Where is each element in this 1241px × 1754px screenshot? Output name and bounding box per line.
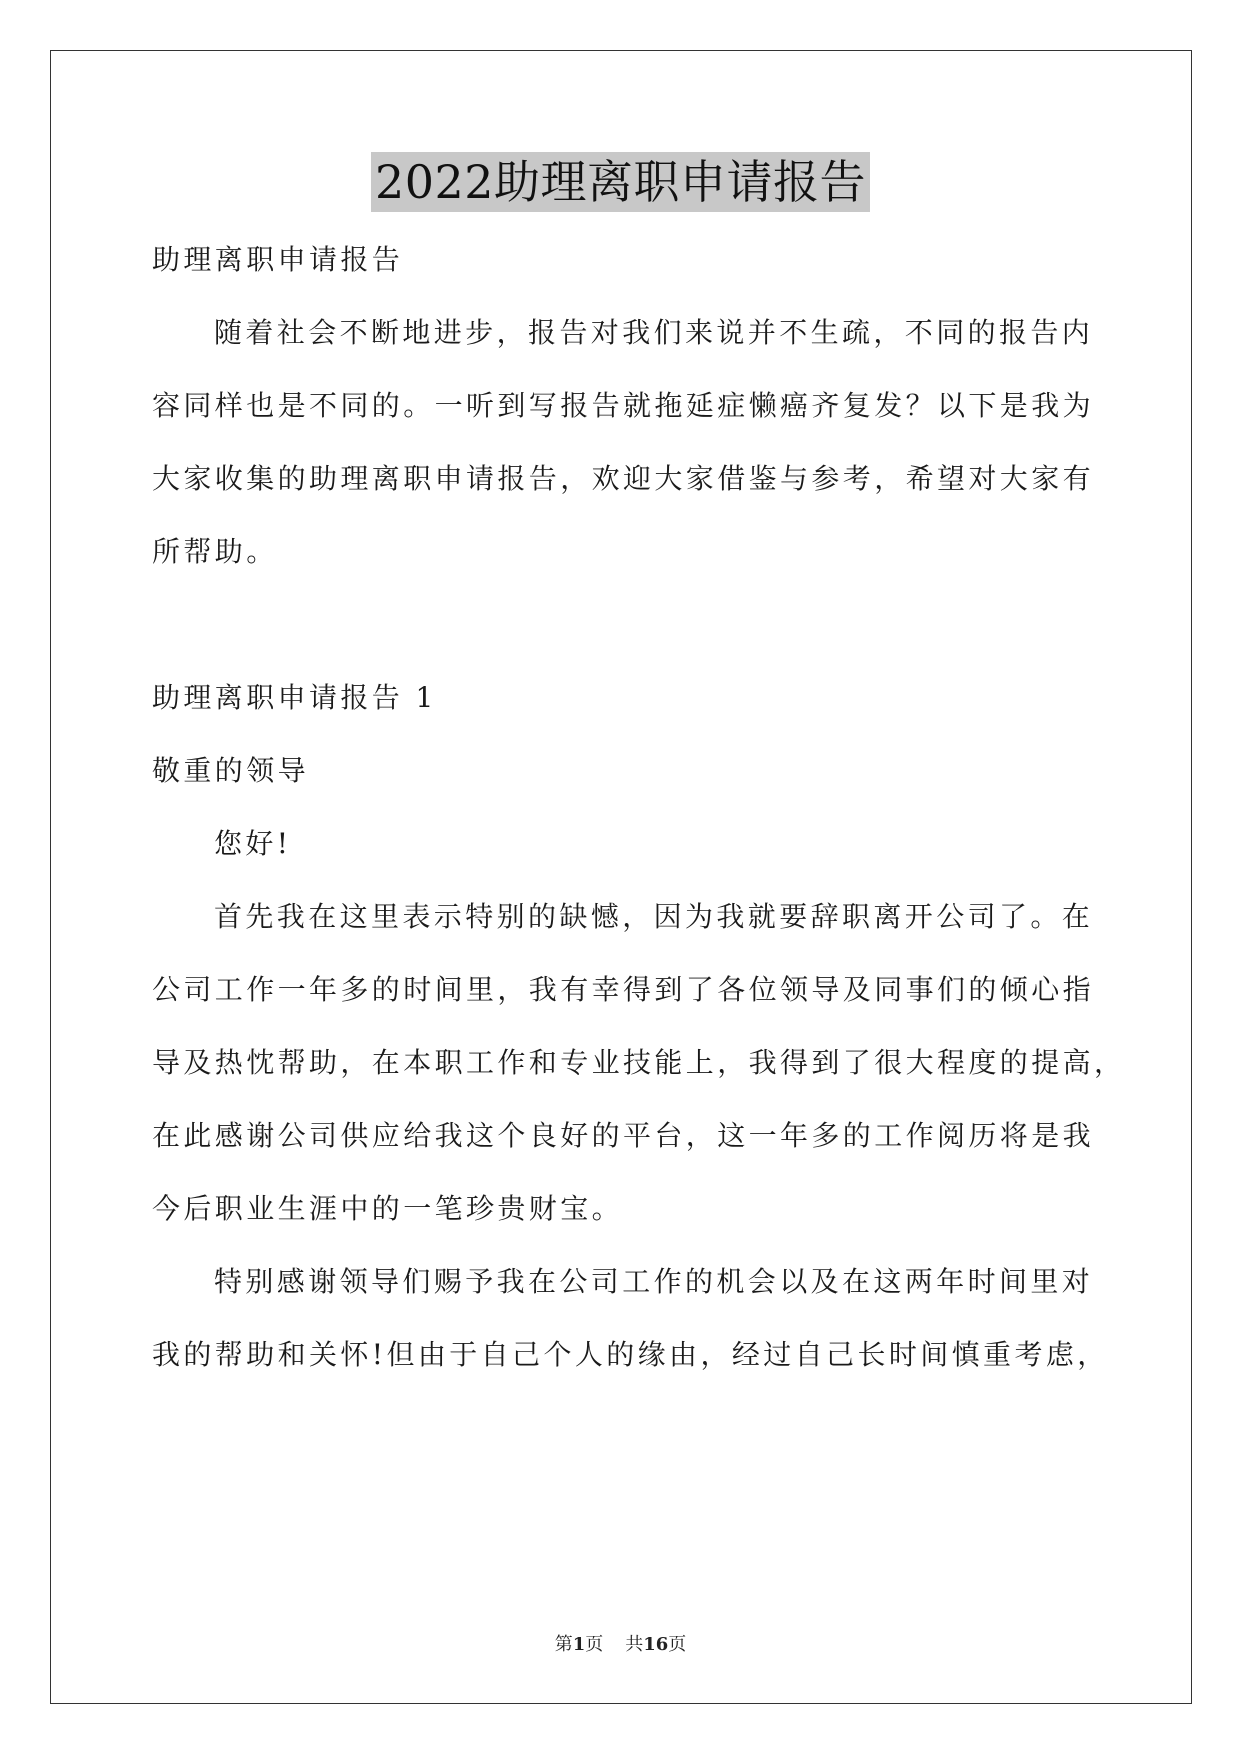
intro-line-1: 随着社会不断地进步，报告对我们来说并不生疏，不同的报告内 — [214, 316, 1094, 349]
total-suffix: 页 — [668, 1634, 687, 1655]
page-number: 1 — [572, 1634, 586, 1655]
page-footer — [0, 1633, 1241, 1657]
body-line-4: 在此感谢公司供应给我这个良好的平台，这一年多的工作阅历将是我 — [152, 1119, 1095, 1152]
intro-line-3: 大家收集的助理离职申请报告，欢迎大家借鉴与参考，希望对大家有 — [152, 462, 1095, 495]
body-line-1: 首先我在这里表示特别的缺憾，因为我就要辞职离开公司了。在 — [214, 900, 1094, 933]
subtitle-line: 助理离职申请报告 — [152, 243, 404, 276]
section-heading: 助理离职申请报告 1 — [152, 681, 437, 714]
body-line-5: 今后职业生涯中的一笔珍贵财宝。 — [152, 1192, 624, 1225]
intro-line-2: 容同样也是不同的。一听到写报告就拖延症懒癌齐复发？以下是我为 — [152, 389, 1095, 422]
body-line-2: 公司工作一年多的时间里，我有幸得到了各位领导及同事们的倾心指 — [152, 973, 1095, 1006]
page-border — [50, 50, 1192, 1704]
title-container — [0, 152, 1241, 212]
body-line-7: 我的帮助和关怀!但由于自己个人的缘由，经过自己长时间慎重考虑， — [152, 1338, 1109, 1371]
total-prefix: 共 — [625, 1634, 644, 1655]
salutation: 敬重的领导 — [152, 754, 310, 787]
greeting: 您好! — [214, 827, 292, 860]
total-pages: 16 — [643, 1634, 669, 1655]
body-line-6: 特别感谢领导们赐予我在公司工作的机会以及在这两年时间里对 — [214, 1265, 1094, 1298]
intro-line-4: 所帮助。 — [152, 535, 278, 568]
page-suffix: 页 — [585, 1634, 604, 1655]
body-line-3: 导及热忱帮助，在本职工作和专业技能上，我得到了很大程度的提高， — [152, 1046, 1126, 1079]
page-prefix: 第 — [554, 1634, 573, 1655]
document-title: 2022助理离职申请报告 — [371, 152, 870, 212]
